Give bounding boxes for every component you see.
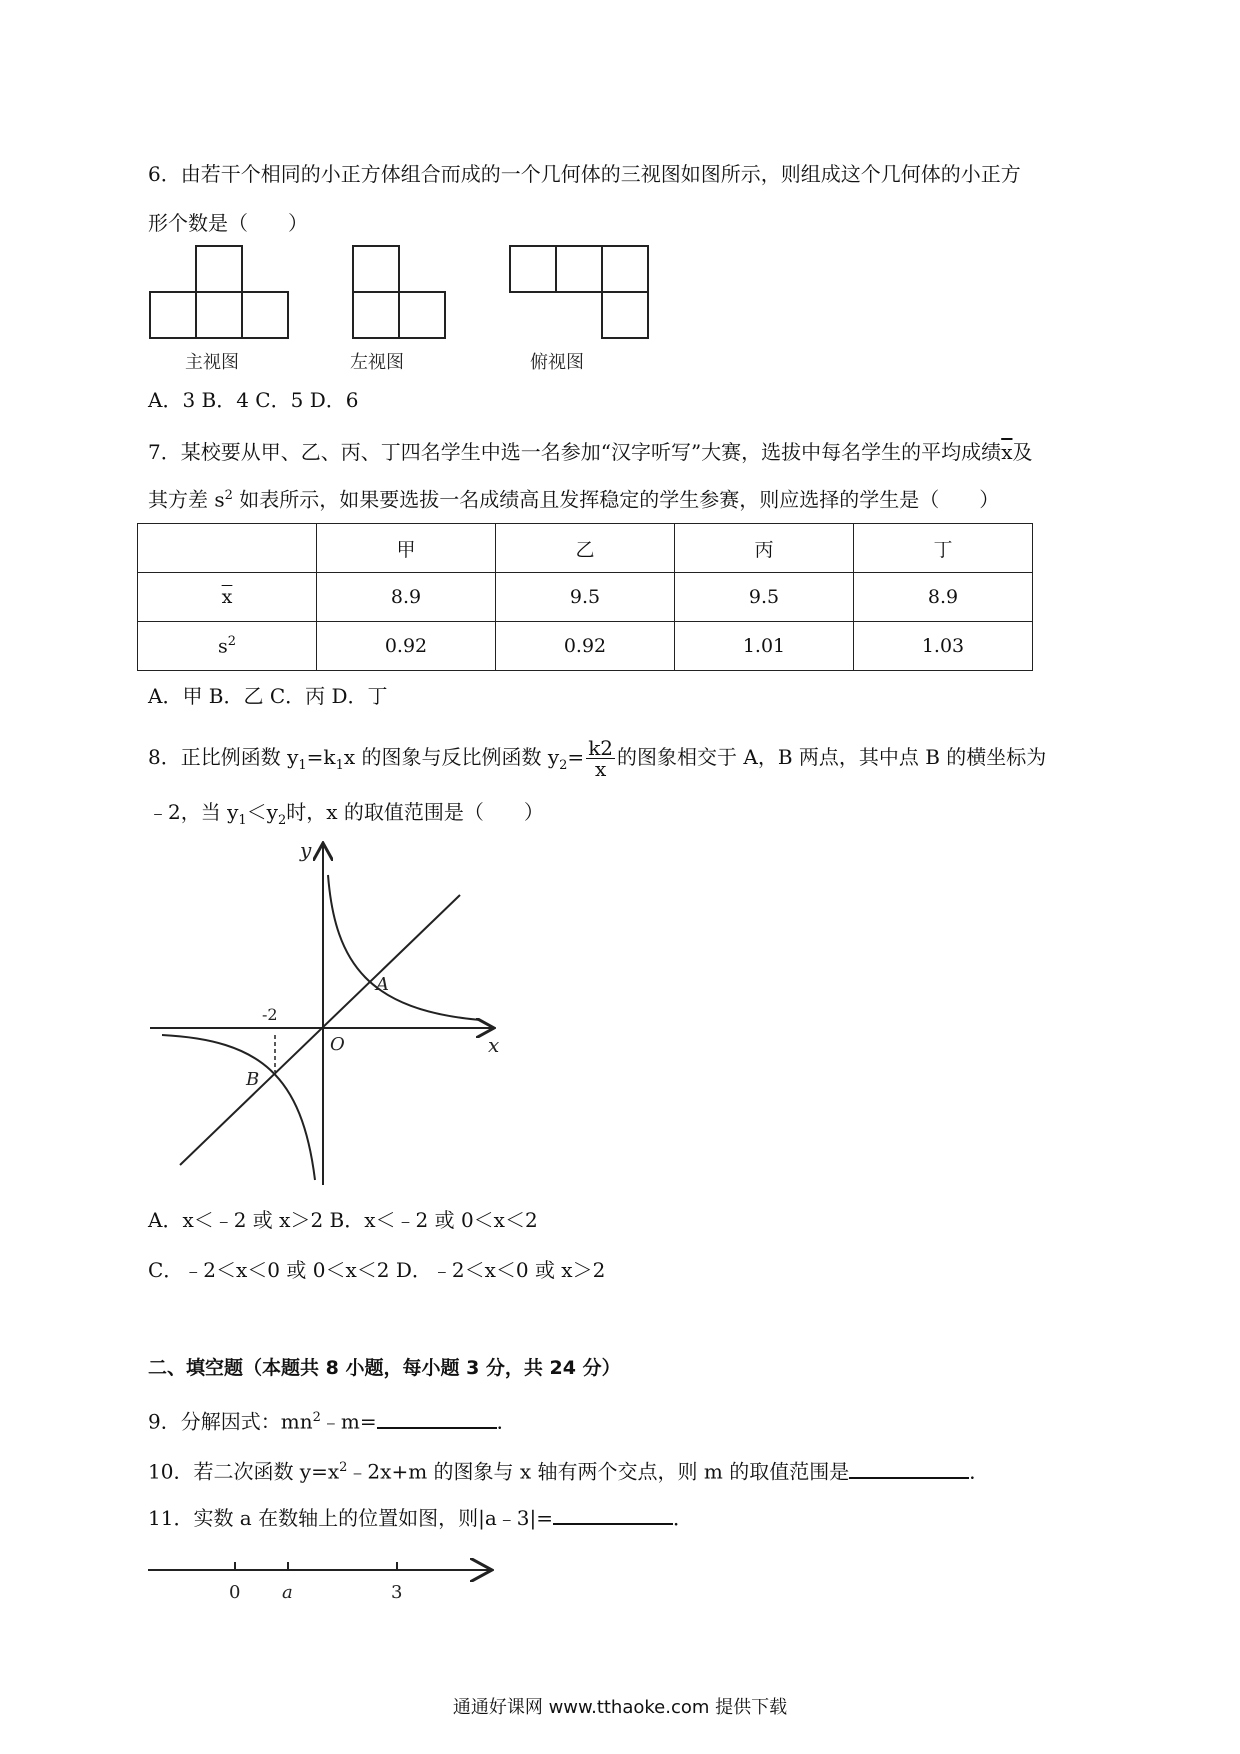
q8-line2-part: ＜y (246, 800, 278, 824)
table-cell: 9.5 (675, 573, 854, 622)
q6-three-views-figure (140, 240, 660, 380)
table-header-cell: 丁 (854, 524, 1033, 573)
q8-fraction (586, 738, 615, 779)
q8-line2-part: ﹣2，当 y (148, 800, 239, 824)
q8-part: = (567, 745, 585, 769)
q8-line2-sub: 1 (238, 813, 247, 828)
fraction-denominator: x (594, 757, 607, 781)
q8-options-cd: C．﹣2＜x＜0 或 0＜x＜2 D．﹣2＜x＜0 或 x＞2 (148, 1258, 606, 1282)
q11-number-line (140, 1550, 500, 1620)
table-cell: 8.9 (854, 573, 1033, 622)
number-line-label-3: 3 (391, 1582, 403, 1603)
point-b-label: B (246, 1069, 260, 1090)
variance-label-cell (138, 622, 317, 671)
q8-options-ab: A．x＜﹣2 或 x＞2 B．x＜﹣2 或 0＜x＜2 (148, 1208, 538, 1232)
q8-text-line2 (148, 798, 544, 835)
top-view-caption: 俯视图 (530, 352, 584, 373)
page-footer: 通通好课网 www.tthaoke.com 提供下载 (452, 1697, 788, 1718)
q9-part: 9．分解因式：mn (148, 1409, 313, 1434)
left-view-shape (353, 246, 445, 338)
q6-text-line1: 6．由若干个相同的小正方体组合而成的一个几何体的三视图如图所示，则组成这个几何体的小正方 (148, 162, 1021, 186)
linear-function-line (180, 895, 460, 1165)
q8-sub: 2 (559, 758, 568, 773)
section-2-heading: 二、填空题（本题共 8 小题，每小题 3 分，共 24 分） (148, 1357, 621, 1379)
mean-symbol: $\overline{x}$ (221, 586, 233, 608)
q9-end: ． (496, 1409, 517, 1434)
fraction-numerator: k2 (588, 736, 614, 760)
mean-label-cell (138, 573, 317, 622)
q7-line2-part2: 如表所示，如果要选拔一名成绩高且发挥稳定的学生参赛，则应选择的学生是（ ） (232, 487, 1000, 512)
q7-score-table (137, 523, 1033, 671)
q7-text-part1: 7．某校要从甲、乙、丙、丁四名学生中选一名参加“汉字听写”大赛，选拔中每名学生的平均成绩 (148, 440, 1002, 464)
front-view-shape (150, 246, 288, 338)
q8-text-line1 (148, 738, 1046, 780)
q11-end: ． (672, 1506, 693, 1530)
q8-sub: 1 (298, 758, 307, 773)
q6-text-line2: 形个数是（ ） (148, 211, 308, 235)
table-row-variance (138, 622, 1033, 671)
q7-xbar-symbol: $\overline{x}$ (1001, 440, 1013, 464)
q8-sub: 1 (335, 758, 344, 773)
q10-part: ﹣2x+m 的图象与 x 轴有两个交点，则 m 的取值范围是 (347, 1459, 850, 1484)
q7-text-part2: 及 (1012, 440, 1033, 464)
table-cell: 0.92 (496, 622, 675, 671)
q9-part: ﹣m= (320, 1409, 377, 1434)
variance-sup: 2 (227, 634, 237, 650)
number-line-label-0: 0 (229, 1582, 241, 1603)
top-view-shape (510, 246, 648, 338)
q9-sup: 2 (312, 1410, 321, 1425)
q10-part: 10．若二次函数 y=x (148, 1459, 340, 1484)
q8-part: =k (306, 745, 336, 769)
table-cell: 9.5 (496, 573, 675, 622)
front-view-caption: 主视图 (185, 352, 239, 373)
q11-line (148, 1504, 693, 1532)
q7-line2-sup: 2 (224, 488, 233, 503)
q7-text-line2 (148, 482, 999, 514)
q8-function-graph (140, 835, 510, 1195)
variance-symbol: s (217, 635, 228, 658)
q6-options: A．3 B．4 C．5 D．6 (148, 388, 359, 412)
y-axis-label: y (300, 838, 312, 862)
q7-line2-part1: 其方差 s (148, 487, 225, 512)
q11-answer-blank[interactable] (553, 1505, 673, 1525)
table-cell: 8.9 (317, 573, 496, 622)
x-axis-label: x (488, 1033, 500, 1057)
q8-part: 8．正比例函数 y (148, 745, 299, 769)
table-header-row (138, 524, 1033, 573)
q11-part: 11．实数 a 在数轴上的位置如图，则|a﹣3|= (148, 1506, 553, 1530)
q8-line2-part: 时，x 的取值范围是（ ） (286, 800, 544, 824)
table-header-cell: 乙 (496, 524, 675, 573)
table-header-cell: 甲 (317, 524, 496, 573)
q9-answer-blank[interactable] (377, 1409, 497, 1429)
table-cell: 0.92 (317, 622, 496, 671)
q10-end: ． (969, 1459, 990, 1484)
table-header-cell: 丙 (675, 524, 854, 573)
left-view-caption: 左视图 (350, 352, 404, 373)
table-header-cell (138, 524, 317, 573)
q8-part: 的图象相交于 A，B 两点，其中点 B 的横坐标为 (617, 745, 1047, 769)
q7-options: A．甲 B．乙 C．丙 D．丁 (148, 684, 388, 708)
q10-answer-blank[interactable] (849, 1459, 969, 1479)
tick-label-minus-2: -2 (262, 1005, 278, 1024)
q10-line (148, 1454, 989, 1486)
origin-label: O (330, 1034, 345, 1055)
q8-part: x 的图象与反比例函数 y (343, 745, 560, 769)
number-line-label-a: a (282, 1582, 293, 1603)
table-cell: 1.01 (675, 622, 854, 671)
q7-text-line1 (148, 438, 1032, 466)
table-cell: 1.03 (854, 622, 1033, 671)
q10-sup: 2 (339, 1460, 348, 1475)
q9-line (148, 1404, 517, 1436)
point-a-label: A (376, 974, 389, 995)
table-row-mean (138, 573, 1033, 622)
q8-line2-sub: 2 (277, 813, 287, 828)
